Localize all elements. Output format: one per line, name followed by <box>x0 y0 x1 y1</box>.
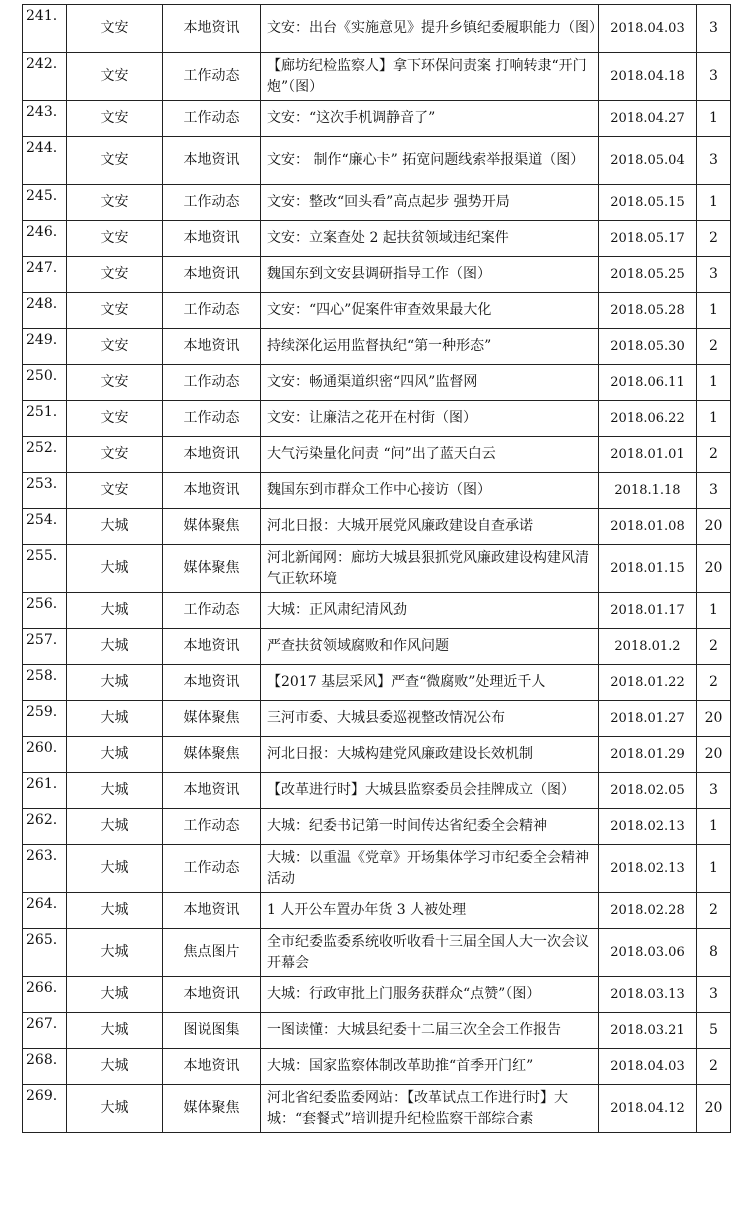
county-cell: 大城 <box>67 629 163 665</box>
date-cell: 2018.04.27 <box>599 101 697 137</box>
title-cell: 【2017 基层采风】严查“微腐败”处理近千人 <box>261 665 599 701</box>
county-cell: 文安 <box>67 53 163 101</box>
date-cell: 2018.01.17 <box>599 593 697 629</box>
date-cell: 2018.01.01 <box>599 437 697 473</box>
category-cell: 工作动态 <box>163 401 261 437</box>
county-cell: 大城 <box>67 977 163 1013</box>
date-cell: 2018.01.08 <box>599 509 697 545</box>
row-number: 266. <box>23 977 67 1013</box>
date-cell: 2018.03.06 <box>599 929 697 977</box>
count-cell: 3 <box>697 53 731 101</box>
table-row <box>23 1049 731 1085</box>
category-cell: 本地资讯 <box>163 257 261 293</box>
row-number: 254. <box>23 509 67 545</box>
table-row <box>23 329 731 365</box>
category-cell: 工作动态 <box>163 101 261 137</box>
county-cell: 大城 <box>67 545 163 593</box>
title-cell: 持续深化运用监督执纪“第一种形态” <box>261 329 599 365</box>
date-cell: 2018.01.15 <box>599 545 697 593</box>
table-row <box>23 1013 731 1049</box>
table-row <box>23 845 731 893</box>
row-number: 249. <box>23 329 67 365</box>
row-number: 263. <box>23 845 67 893</box>
date-cell: 2018.03.13 <box>599 977 697 1013</box>
table-row <box>23 665 731 701</box>
count-cell: 1 <box>697 365 731 401</box>
category-cell: 工作动态 <box>163 293 261 329</box>
category-cell: 本地资讯 <box>163 665 261 701</box>
title-cell: 河北新闻网：廊坊大城县狠抓党风廉政建设构建风清气正软环境 <box>261 545 599 593</box>
table-row <box>23 929 731 977</box>
title-cell: 严查扶贫领域腐败和作风问题 <box>261 629 599 665</box>
count-cell: 1 <box>697 845 731 893</box>
county-cell: 大城 <box>67 593 163 629</box>
table-row <box>23 1085 731 1133</box>
table-row <box>23 473 731 509</box>
count-cell: 2 <box>697 1049 731 1085</box>
row-number: 253. <box>23 473 67 509</box>
category-cell: 本地资讯 <box>163 329 261 365</box>
table-row <box>23 257 731 293</box>
category-cell: 本地资讯 <box>163 629 261 665</box>
category-cell: 焦点图片 <box>163 929 261 977</box>
title-cell: 三河市委、大城县委巡视整改情况公布 <box>261 701 599 737</box>
count-cell: 2 <box>697 665 731 701</box>
title-cell: 大城：纪委书记第一时间传达省纪委全会精神 <box>261 809 599 845</box>
count-cell: 20 <box>697 701 731 737</box>
county-cell: 文安 <box>67 5 163 53</box>
title-cell: 大气污染量化问责 “问”出了蓝天白云 <box>261 437 599 473</box>
date-cell: 2018.06.22 <box>599 401 697 437</box>
date-cell: 2018.05.25 <box>599 257 697 293</box>
table-row <box>23 737 731 773</box>
county-cell: 大城 <box>67 1013 163 1049</box>
county-cell: 文安 <box>67 137 163 185</box>
count-cell: 1 <box>697 185 731 221</box>
title-cell: 全市纪委监委系统收听收看十三届全国人大一次会议开幕会 <box>261 929 599 977</box>
title-cell: 大城：以重温《党章》开场集体学习市纪委全会精神活动 <box>261 845 599 893</box>
category-cell: 工作动态 <box>163 53 261 101</box>
county-cell: 大城 <box>67 701 163 737</box>
count-cell: 2 <box>697 893 731 929</box>
row-number: 265. <box>23 929 67 977</box>
date-cell: 2018.04.18 <box>599 53 697 101</box>
category-cell: 工作动态 <box>163 809 261 845</box>
table-row <box>23 437 731 473</box>
title-cell: 文安：立案查处 2 起扶贫领域违纪案件 <box>261 221 599 257</box>
date-cell: 2018.02.13 <box>599 845 697 893</box>
table-row <box>23 809 731 845</box>
county-cell: 文安 <box>67 437 163 473</box>
county-cell: 大城 <box>67 1049 163 1085</box>
table-row <box>23 401 731 437</box>
county-cell: 大城 <box>67 893 163 929</box>
date-cell: 2018.1.18 <box>599 473 697 509</box>
table-row <box>23 977 731 1013</box>
row-number: 256. <box>23 593 67 629</box>
category-cell: 工作动态 <box>163 185 261 221</box>
category-cell: 本地资讯 <box>163 893 261 929</box>
date-cell: 2018.05.15 <box>599 185 697 221</box>
date-cell: 2018.02.05 <box>599 773 697 809</box>
title-cell: 文安：出台《实施意见》提升乡镇纪委履职能力（图） <box>261 5 599 53</box>
table-row <box>23 221 731 257</box>
title-cell: 【廊坊纪检监察人】拿下环保问责案 打响转隶“开门炮”（图） <box>261 53 599 101</box>
count-cell: 20 <box>697 737 731 773</box>
count-cell: 8 <box>697 929 731 977</box>
date-cell: 2018.05.17 <box>599 221 697 257</box>
row-number: 245. <box>23 185 67 221</box>
county-cell: 大城 <box>67 737 163 773</box>
count-cell: 5 <box>697 1013 731 1049</box>
category-cell: 媒体聚焦 <box>163 545 261 593</box>
date-cell: 2018.04.03 <box>599 5 697 53</box>
table-body <box>23 5 731 1133</box>
date-cell: 2018.06.11 <box>599 365 697 401</box>
document-sheet <box>22 4 730 1133</box>
table-row <box>23 593 731 629</box>
county-cell: 大城 <box>67 509 163 545</box>
category-cell: 图说图集 <box>163 1013 261 1049</box>
count-cell: 2 <box>697 329 731 365</box>
count-cell: 3 <box>697 977 731 1013</box>
date-cell: 2018.04.12 <box>599 1085 697 1133</box>
category-cell: 媒体聚焦 <box>163 737 261 773</box>
row-number: 259. <box>23 701 67 737</box>
category-cell: 本地资讯 <box>163 977 261 1013</box>
row-number: 262. <box>23 809 67 845</box>
date-cell: 2018.02.28 <box>599 893 697 929</box>
category-cell: 本地资讯 <box>163 221 261 257</box>
date-cell: 2018.03.21 <box>599 1013 697 1049</box>
row-number: 242. <box>23 53 67 101</box>
table-row <box>23 893 731 929</box>
title-cell: 文安：畅通渠道织密“四风”监督网 <box>261 365 599 401</box>
row-number: 264. <box>23 893 67 929</box>
title-cell: 河北省纪委监委网站：【改革试点工作进行时】大城：“套餐式”培训提升纪检监察干部综合素 <box>261 1085 599 1133</box>
title-cell: 大城：国家监察体制改革助推“首季开门红” <box>261 1049 599 1085</box>
count-cell: 20 <box>697 1085 731 1133</box>
count-cell: 1 <box>697 293 731 329</box>
county-cell: 文安 <box>67 365 163 401</box>
county-cell: 大城 <box>67 1085 163 1133</box>
date-cell: 2018.02.13 <box>599 809 697 845</box>
category-cell: 媒体聚焦 <box>163 701 261 737</box>
table-row <box>23 101 731 137</box>
county-cell: 文安 <box>67 401 163 437</box>
category-cell: 本地资讯 <box>163 137 261 185</box>
category-cell: 本地资讯 <box>163 473 261 509</box>
title-cell: 1 人开公车置办年货 3 人被处理 <box>261 893 599 929</box>
category-cell: 媒体聚焦 <box>163 509 261 545</box>
row-number: 246. <box>23 221 67 257</box>
county-cell: 文安 <box>67 185 163 221</box>
county-cell: 大城 <box>67 929 163 977</box>
county-cell: 大城 <box>67 773 163 809</box>
county-cell: 文安 <box>67 221 163 257</box>
category-cell: 本地资讯 <box>163 437 261 473</box>
date-cell: 2018.01.27 <box>599 701 697 737</box>
title-cell: 文安： 制作“廉心卡” 拓宽问题线索举报渠道（图） <box>261 137 599 185</box>
row-number: 243. <box>23 101 67 137</box>
title-cell: 文安：“这次手机调静音了” <box>261 101 599 137</box>
row-number: 269. <box>23 1085 67 1133</box>
news-list-table <box>22 4 731 1133</box>
count-cell: 1 <box>697 101 731 137</box>
table-row <box>23 701 731 737</box>
title-cell: 文安：整改“回头看”高点起步 强势开局 <box>261 185 599 221</box>
row-number: 261. <box>23 773 67 809</box>
count-cell: 3 <box>697 5 731 53</box>
category-cell: 工作动态 <box>163 365 261 401</box>
row-number: 248. <box>23 293 67 329</box>
table-row <box>23 509 731 545</box>
count-cell: 20 <box>697 509 731 545</box>
date-cell: 2018.05.30 <box>599 329 697 365</box>
row-number: 244. <box>23 137 67 185</box>
county-cell: 文安 <box>67 293 163 329</box>
title-cell: 大城：正风肃纪清风劲 <box>261 593 599 629</box>
row-number: 258. <box>23 665 67 701</box>
count-cell: 3 <box>697 473 731 509</box>
row-number: 247. <box>23 257 67 293</box>
category-cell: 本地资讯 <box>163 773 261 809</box>
title-cell: 一图读懂：大城县纪委十二届三次全会工作报告 <box>261 1013 599 1049</box>
county-cell: 文安 <box>67 329 163 365</box>
date-cell: 2018.05.04 <box>599 137 697 185</box>
title-cell: 文安：让廉洁之花开在村街（图） <box>261 401 599 437</box>
count-cell: 1 <box>697 593 731 629</box>
table-row <box>23 53 731 101</box>
date-cell: 2018.01.2 <box>599 629 697 665</box>
row-number: 268. <box>23 1049 67 1085</box>
row-number: 250. <box>23 365 67 401</box>
category-cell: 工作动态 <box>163 593 261 629</box>
count-cell: 1 <box>697 809 731 845</box>
count-cell: 3 <box>697 773 731 809</box>
title-cell: 河北日报：大城构建党风廉政建设长效机制 <box>261 737 599 773</box>
category-cell: 媒体聚焦 <box>163 1085 261 1133</box>
row-number: 267. <box>23 1013 67 1049</box>
title-cell: 【改革进行时】大城县监察委员会挂牌成立（图） <box>261 773 599 809</box>
count-cell: 2 <box>697 221 731 257</box>
row-number: 252. <box>23 437 67 473</box>
table-row <box>23 185 731 221</box>
table-row <box>23 629 731 665</box>
row-number: 241. <box>23 5 67 53</box>
title-cell: 河北日报：大城开展党风廉政建设自查承诺 <box>261 509 599 545</box>
table-row <box>23 293 731 329</box>
row-number: 251. <box>23 401 67 437</box>
table-row <box>23 137 731 185</box>
title-cell: 魏国东到文安县调研指导工作（图） <box>261 257 599 293</box>
table-row <box>23 5 731 53</box>
row-number: 257. <box>23 629 67 665</box>
table-row <box>23 365 731 401</box>
count-cell: 3 <box>697 137 731 185</box>
count-cell: 20 <box>697 545 731 593</box>
count-cell: 3 <box>697 257 731 293</box>
county-cell: 大城 <box>67 845 163 893</box>
date-cell: 2018.01.29 <box>599 737 697 773</box>
county-cell: 文安 <box>67 101 163 137</box>
count-cell: 2 <box>697 629 731 665</box>
category-cell: 本地资讯 <box>163 5 261 53</box>
date-cell: 2018.01.22 <box>599 665 697 701</box>
count-cell: 1 <box>697 401 731 437</box>
row-number: 255. <box>23 545 67 593</box>
title-cell: 大城：行政审批上门服务获群众“点赞”（图） <box>261 977 599 1013</box>
date-cell: 2018.04.03 <box>599 1049 697 1085</box>
count-cell: 2 <box>697 437 731 473</box>
table-row <box>23 773 731 809</box>
row-number: 260. <box>23 737 67 773</box>
county-cell: 大城 <box>67 809 163 845</box>
category-cell: 本地资讯 <box>163 1049 261 1085</box>
title-cell: 文安：“四心”促案件审查效果最大化 <box>261 293 599 329</box>
title-cell: 魏国东到市群众工作中心接访（图） <box>261 473 599 509</box>
category-cell: 工作动态 <box>163 845 261 893</box>
table-row <box>23 545 731 593</box>
county-cell: 文安 <box>67 473 163 509</box>
county-cell: 文安 <box>67 257 163 293</box>
county-cell: 大城 <box>67 665 163 701</box>
date-cell: 2018.05.28 <box>599 293 697 329</box>
